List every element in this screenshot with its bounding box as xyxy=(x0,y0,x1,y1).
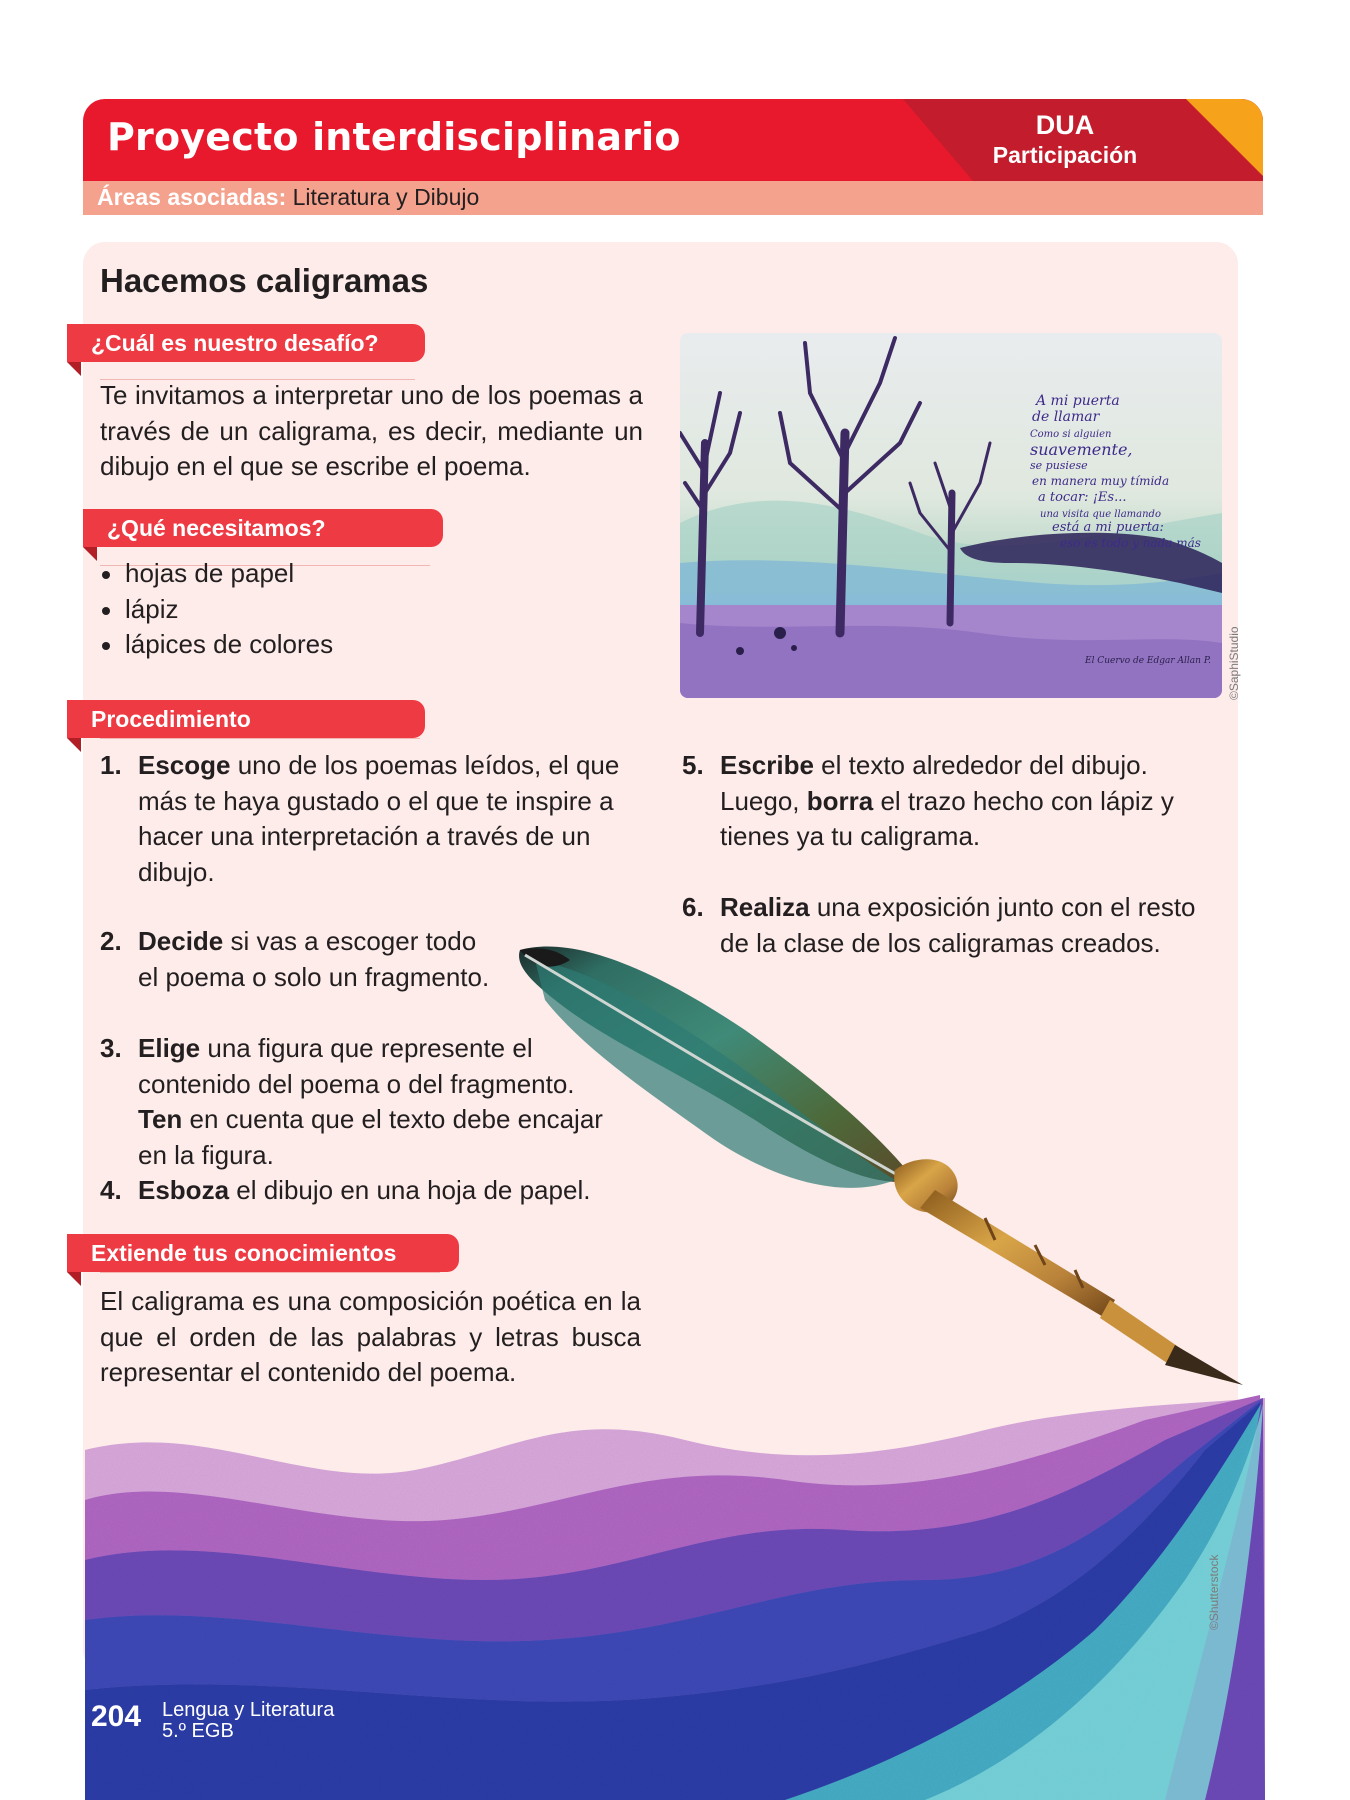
step-number: 3. xyxy=(100,1033,122,1063)
list-item: lápices de colores xyxy=(100,627,500,663)
tab-fold xyxy=(67,362,81,376)
painting-signature: El Cuervo de Edgar Allan P. xyxy=(1085,656,1211,666)
step-verb: Escribe xyxy=(720,750,814,780)
procedure-step-6 xyxy=(682,890,1222,961)
extend-heading: Extiende tus conocimientos xyxy=(67,1234,459,1272)
step-text: el dibujo en una hoja de papel. xyxy=(229,1175,591,1205)
illustration-credit: ©Shutterstock xyxy=(1207,1554,1221,1630)
needs-heading: ¿Qué necesitamos? xyxy=(83,509,443,547)
list-item: lápiz xyxy=(100,592,500,628)
step-text-mid: Luego, xyxy=(720,785,807,816)
watercolor-waves-illustration xyxy=(85,1380,1265,1800)
tab-fold xyxy=(67,1272,81,1286)
step-verb: Escoge xyxy=(138,750,231,780)
associated-areas xyxy=(97,184,479,211)
step-number: 6. xyxy=(682,892,704,922)
tab-fold xyxy=(83,547,97,561)
footer-subject: Lengua y Literatura xyxy=(162,1699,335,1721)
challenge-heading: ¿Cuál es nuestro desafío? xyxy=(67,324,425,362)
step-text: el texto alrededor del dibujo. xyxy=(813,750,1148,780)
step-verb: Realiza xyxy=(720,892,810,922)
footer-grade: 5.º EGB xyxy=(162,1720,234,1742)
page-header-title: Proyecto interdisciplinario xyxy=(107,115,681,159)
step-text: si vas a escoger todo el poema o solo un fragmento. xyxy=(138,926,490,992)
step-verb: Elige xyxy=(138,1033,201,1063)
areas-label: Áreas asociadas: xyxy=(97,184,287,210)
dua-badge-subtitle: Participación xyxy=(992,142,1138,168)
divider xyxy=(100,1272,440,1273)
step-text: una exposición junto con el resto de la clase de los caligramas creados. xyxy=(720,892,1196,958)
calligram-watercolor-image xyxy=(680,333,1222,698)
step-text-2: el trazo hecho con lápiz y tienes ya tu caligrama. xyxy=(720,785,1174,851)
procedure-step-2 xyxy=(100,924,530,995)
procedure-heading: Procedimiento xyxy=(67,700,425,738)
procedure-step-1 xyxy=(100,748,640,890)
procedure-step-3 xyxy=(100,1031,620,1173)
page-title: Hacemos caligramas xyxy=(100,262,429,299)
dua-badge-title: DUA xyxy=(1035,110,1095,140)
step-number: 2. xyxy=(100,926,122,956)
step-number: 1. xyxy=(100,750,122,780)
step-number: 5. xyxy=(682,750,704,780)
step-text: una figura que represente el contenido del poema o del fragmento. xyxy=(138,1033,575,1099)
step-text: uno de los poemas leídos, el que más te haya gustado o el que te inspire a hacer una interpretación a través de un dibujo. xyxy=(138,750,620,887)
challenge-text: Te invitamos a interpretar uno de los poemas a través de un caligrama, es decir, mediante un dibujo en el que se escribe el poema. xyxy=(100,380,643,481)
list-item: hojas de papel xyxy=(100,556,500,592)
step-text-2: en cuenta que el texto debe encajar en la figura. xyxy=(138,1104,603,1170)
procedure-step-4 xyxy=(100,1173,660,1209)
areas-value: Literatura y Dibujo xyxy=(292,184,480,210)
extend-text: El caligrama es una composición poética en la que el orden de las palabras y letras busca representar el contenido del poema. xyxy=(100,1286,641,1387)
calligram-text: A mi puerta de llamar Como si alguien suavemente, se pusiese en manera muy tímida a tocar: ¡Es... una visita que llamando está a mi puerta: eso es todo y nada más xyxy=(1030,393,1201,550)
tab-fold xyxy=(67,738,81,752)
materials-list xyxy=(100,556,500,663)
step-verb: Decide xyxy=(138,926,224,956)
watercolor-scene xyxy=(680,333,1222,698)
step-verb: Esboza xyxy=(138,1175,230,1205)
step-number: 4. xyxy=(100,1175,122,1205)
procedure-step-5 xyxy=(682,748,1192,855)
divider xyxy=(100,738,420,739)
step-verb-2: Ten xyxy=(138,1104,183,1134)
step-verb-2: borra xyxy=(806,785,874,816)
page-number: 204 xyxy=(91,1700,142,1733)
image-credit: ©SaphiStudio xyxy=(1227,626,1241,700)
